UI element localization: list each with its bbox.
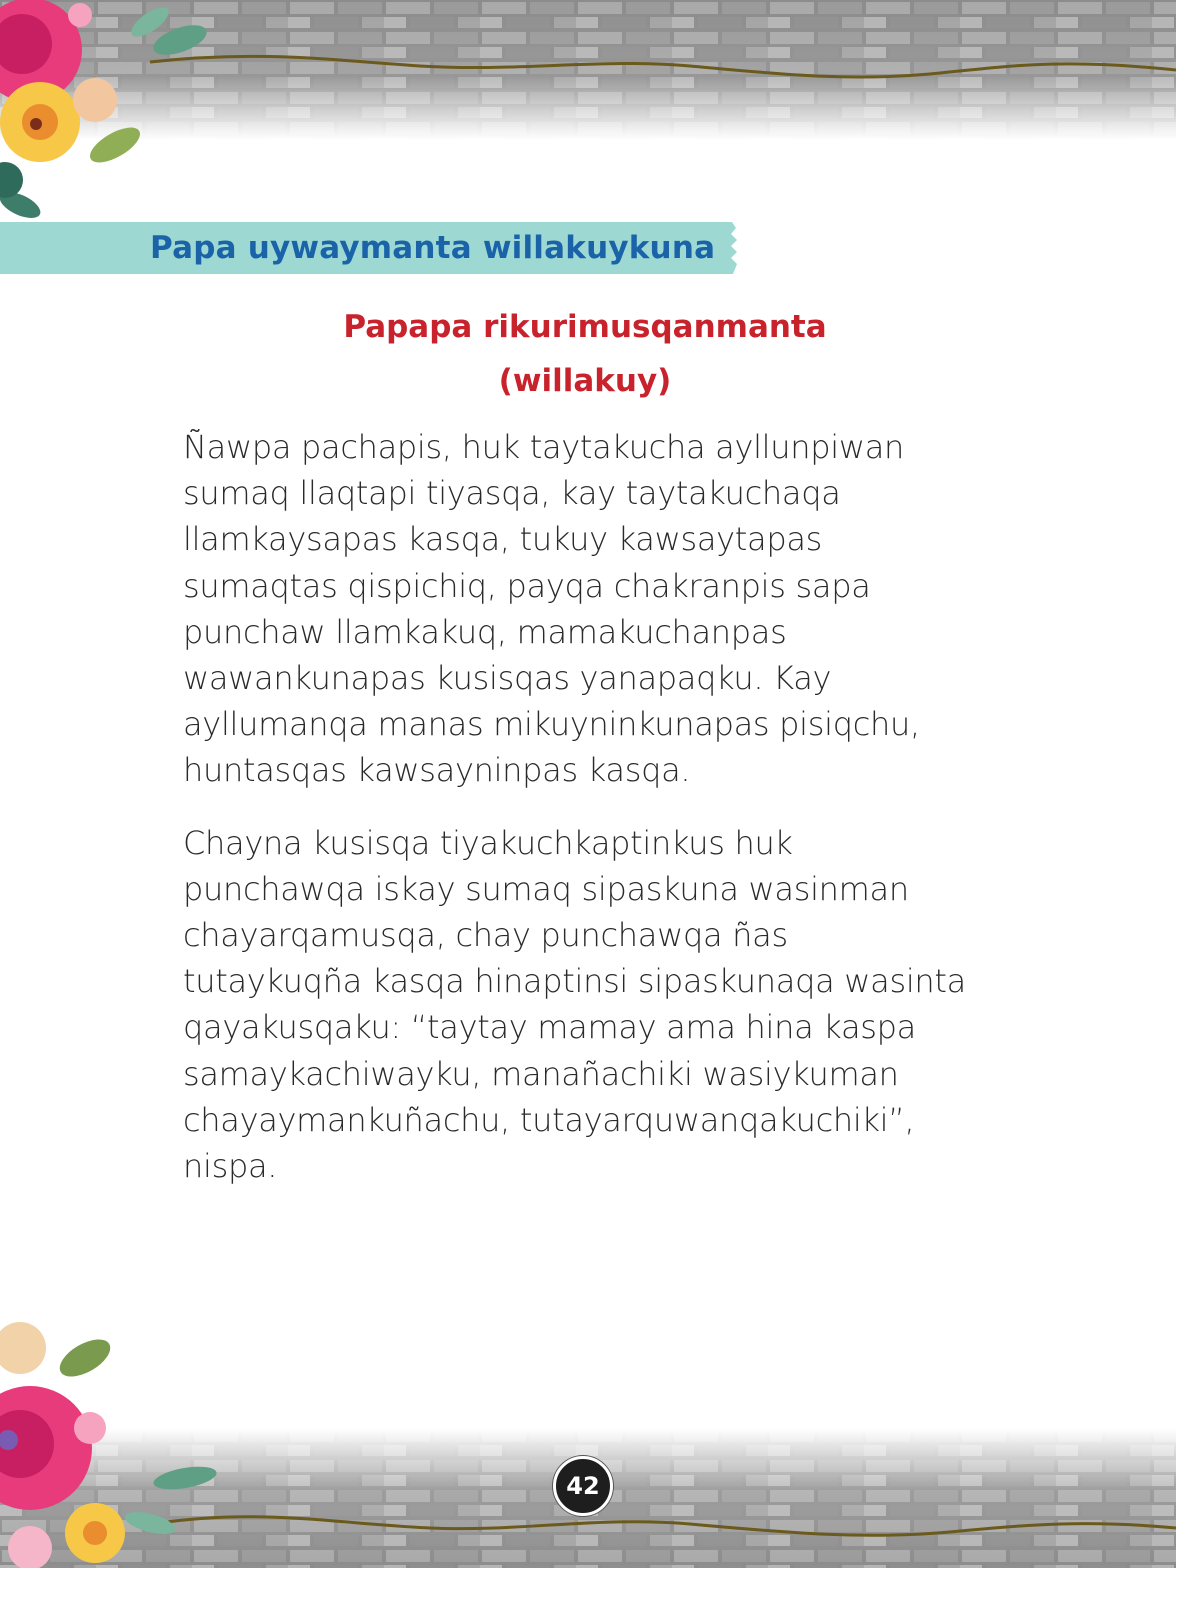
text-line: llamkaysapas kasqa, tukuy kawsaytapas [183, 520, 823, 559]
flower-bouquet-icon [0, 0, 230, 240]
text-line: Chayna kusisqa tiyakuchkaptinkus huk [183, 823, 793, 862]
story-title [285, 300, 885, 408]
text-line: chayaymankuñachu, tutayarquwanqakuchiki”, [183, 1100, 915, 1139]
story-title-line-2: (willakuy) [498, 363, 672, 399]
text-line: punchawqa iskay sumaq sipaskuna wasinman [183, 869, 909, 908]
paragraph-2 [183, 820, 1013, 1190]
section-title: Papa uywaymanta willakuykuna [150, 230, 716, 266]
text-line: nispa. [183, 1147, 278, 1186]
story-body [183, 424, 1013, 1215]
page-number: 42 [553, 1456, 613, 1516]
text-line: sumaqtas qispichiq, payqa chakranpis sapa [183, 566, 871, 605]
text-line: Ñawpa pachapis, huk taytakucha ayllunpiwan [183, 428, 904, 466]
story-title-line-1: Papapa rikurimusqanmanta [343, 309, 827, 345]
text-line: samaykachiwayku, manañachiki wasiykuman [183, 1054, 899, 1093]
text-line: huntasqas kawsayninpas kasqa. [183, 751, 691, 790]
text-line: punchaw llamkakuq, mamakuchanpas [183, 612, 787, 651]
paragraph-1 [183, 424, 1013, 794]
text-line: sumaq llaqtapi tiyasqa, kay taytakuchaqa [183, 474, 841, 513]
section-banner [0, 222, 740, 274]
text-line: tutaykuqña kasqa hinaptinsi sipaskunaqa wasinta [183, 962, 966, 1001]
text-line: ayllumanqa manas mikuyninkunapas pisiqchu, [183, 705, 920, 744]
text-line: qayakusqaku: “taytay mamay ama hina kaspa [183, 1008, 916, 1047]
flower-bouquet-icon [0, 1318, 230, 1568]
text-line: wawankunapas kusisqas yanapaqku. Kay [183, 659, 832, 698]
text-line: chayarqamusqa, chay punchawqa ñas [183, 916, 788, 955]
